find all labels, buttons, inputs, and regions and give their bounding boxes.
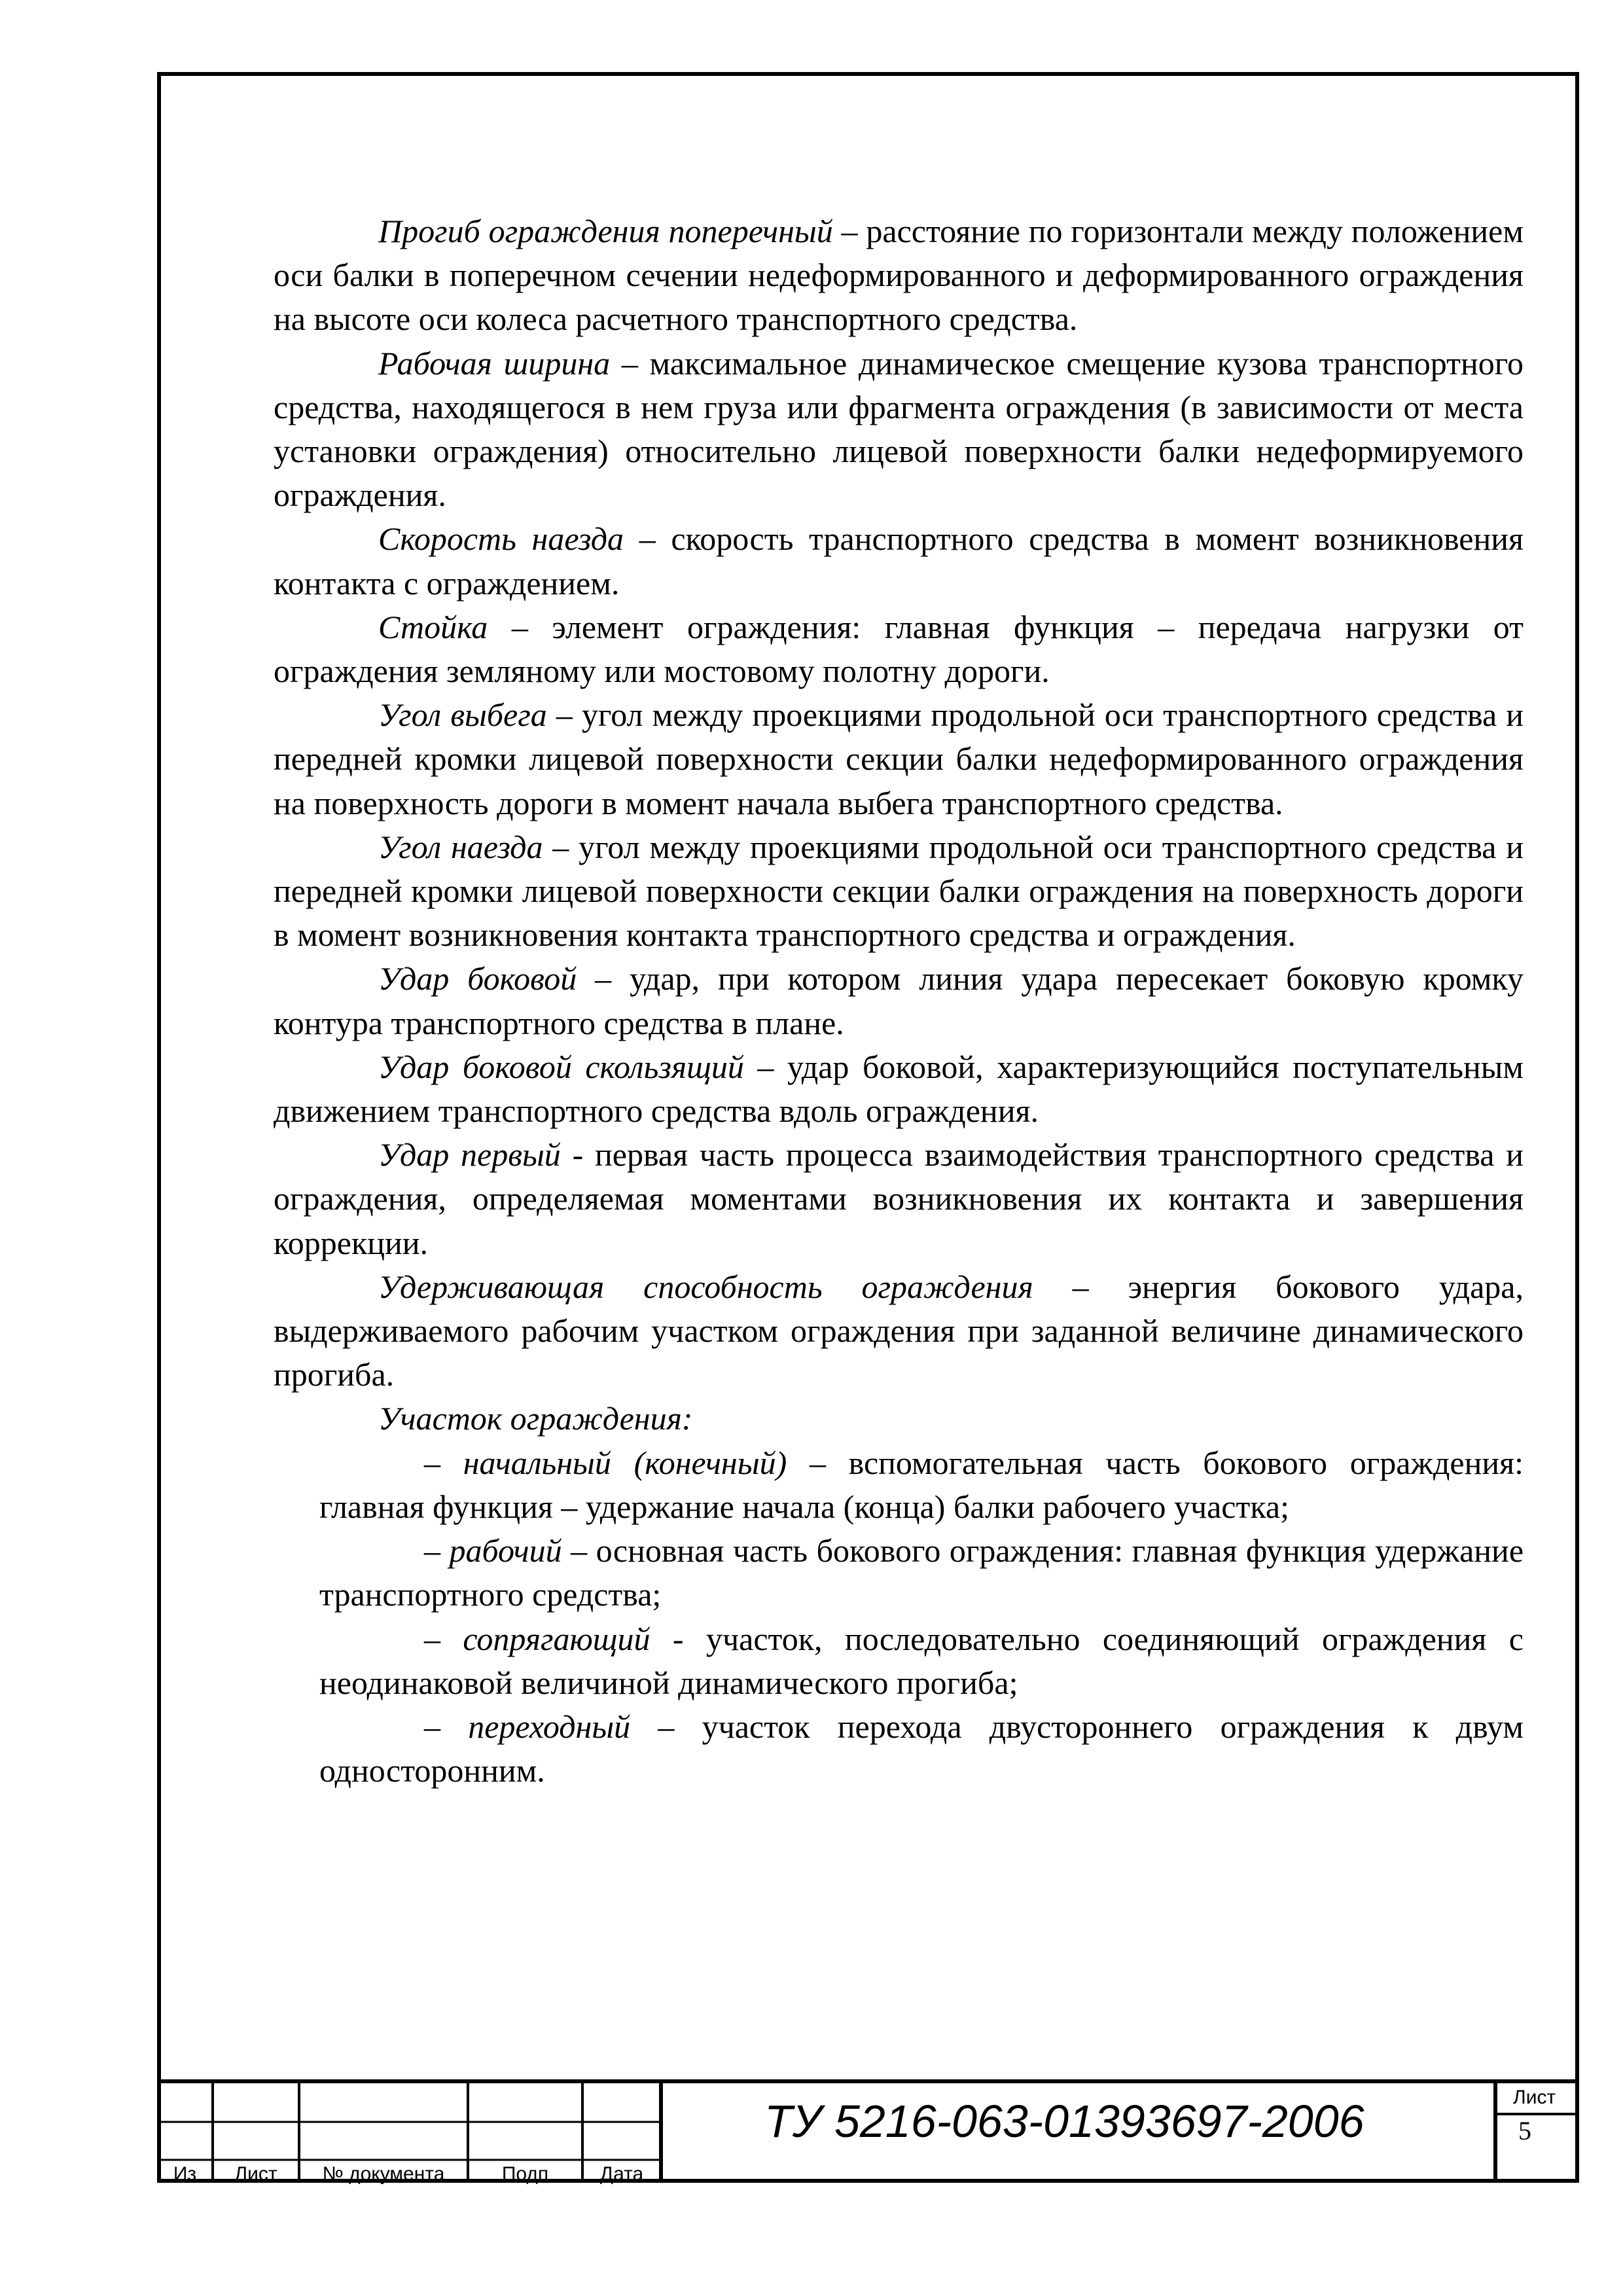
definition-text: максимальное динамическое смещение кузова транспортного средства, находящегося в нем груза или фрагмента ограждения (в зависимости от места установки ограждения) относительно лицевой поверхности балки недеформируемого ограждения. [274,344,1524,514]
column-label-signature: Подп [501,2163,549,2185]
definition-text: угол между проекциями продольной оси транспортного средства и передней кромки лицевой поверхности секции балки ограждения на поверхность дороги в момент возникновения контакта транспортного средства и ограждения. [274,828,1524,954]
definition-text: угол между проекциями продольной оси транспортного средства и передней кромки лицевой поверхности секции балки недеформированного ограждения на поверхность дороги в момент начала выбега транспортного средства. [274,696,1524,821]
definition-term: Угол наезда [378,828,543,865]
definition-term: Удар боковой скользящий [378,1048,744,1085]
definition-text: удар, при котором линия удара пересекает боковую кромку контура транспортного средства в плане. [274,960,1524,1041]
definition-text: энергия бокового удара, выдерживаемого рабочим участком ограждения при заданной величине динамического прогиба. [274,1268,1524,1393]
sub-item-term: – сопрягающий [424,1620,651,1657]
definition-separator: – [577,960,630,997]
column-label-document-number: № документа [322,2163,445,2185]
sub-item-separator: – [562,1532,596,1570]
definition-term: Рабочая ширина [378,344,611,382]
definition-text: расстояние по горизонтали между положением оси балки в поперечном сечении недеформированного и деформированного ограждения на высоте оси колеса расчетного транспортного средства. [274,213,1524,338]
section-heading: Участок ограждения: [378,1400,693,1437]
definition-separator: - [560,1136,595,1174]
sub-item-separator: - [650,1620,706,1657]
definition-term: Прогиб ограждения поперечный [378,213,833,249]
column-label-change: Из [173,2163,197,2185]
definition-text: удар боковой, характеризующийся поступательным движением транспортного средства вдоль ограждения. [274,1048,1524,1130]
sub-item-term: – начальный (конечный) [424,1444,787,1481]
definition-separator: – [543,828,579,865]
definition-term: Удар боковой [378,960,577,997]
definition-term: Удар первый [378,1136,561,1174]
sub-item-text: основная часть бокового ограждения: главная функция удержание транспортного средства; [319,1532,1524,1613]
sub-item-separator: – [630,1708,702,1745]
definition-term: Угол выбега [378,696,547,734]
definition-separator: – [488,608,552,645]
definition-text: элемент ограждения: главная функция – передача нагрузки от ограждения земляному или мостовому полотну дороги. [274,608,1524,690]
sub-item-separator: – [787,1444,849,1481]
column-label-sheet: Лист [234,2163,277,2185]
document-code: ТУ 5216-063-01393697-2006 [764,2096,1364,2147]
sub-item-term: – рабочий [424,1532,562,1570]
definition-term: Удерживающая способность ограждения [378,1268,1033,1305]
definition-separator: – [832,213,866,249]
definition-separator: – [624,520,671,558]
definition-term: Стойка [378,608,488,645]
sub-item-text: участок, последовательно соединяющий ограждения с неодинаковой величиной динамического прогиба; [319,1620,1524,1701]
definition-separator: – [610,344,650,382]
definition-text: скорость транспортного средства в момент возникновения контакта с ограждением. [274,520,1524,601]
sheet-number: 5 [1518,2116,1531,2145]
sub-item-text: вспомогательная часть бокового ограждения: главная функция – удержание начала (конца) балки рабочего участка; [319,1444,1524,1525]
sub-item-term: – переходный [424,1708,631,1745]
definition-term: Скорость наезда [378,520,624,558]
definition-separator: – [546,696,582,734]
sheet-label: Лист [1513,2087,1556,2108]
sub-item-text: участок перехода двустороннего ограждения к двум односторонним. [319,1708,1524,1789]
definition-separator: – [1033,1268,1128,1305]
column-label-date: Дата [599,2163,644,2185]
definition-separator: – [743,1048,787,1085]
definition-text: первая часть процесса взаимодействия транспортного средства и ограждения, определяемая моментами возникновения их контакта и завершения коррекции. [274,1136,1524,1261]
